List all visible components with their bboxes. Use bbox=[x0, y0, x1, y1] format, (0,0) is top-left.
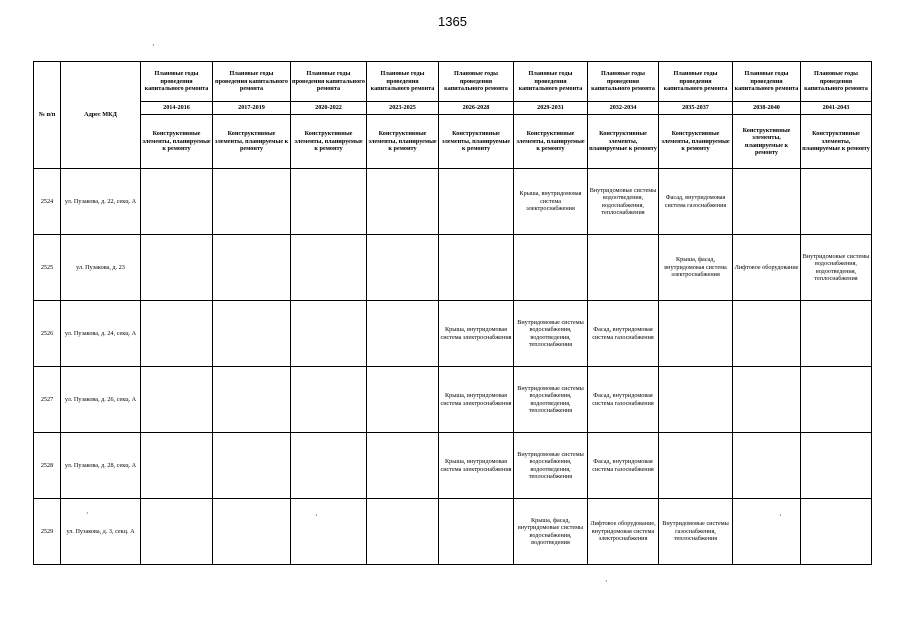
repair-cell bbox=[367, 301, 439, 367]
repair-cell bbox=[291, 433, 367, 499]
header-plan-label: Плановые годы проведения капитального ремонта bbox=[588, 62, 659, 102]
header-plan-row bbox=[34, 62, 872, 102]
repair-cell bbox=[141, 169, 213, 235]
header-period: 2035-2037 bbox=[659, 102, 733, 115]
repair-cell: Крыша, фасад, внутридомовая система электроснабжения bbox=[659, 235, 733, 301]
header-elements-label: Конструктивные элементы, планируемые к ремонту bbox=[141, 115, 213, 169]
capital-repair-table bbox=[33, 61, 872, 565]
header-elements-label: Конструктивные элементы, планируемые к ремонту bbox=[291, 115, 367, 169]
header-period: 2041-2043 bbox=[801, 102, 872, 115]
repair-cell bbox=[367, 367, 439, 433]
repair-cell bbox=[141, 499, 213, 565]
repair-cell bbox=[733, 367, 801, 433]
header-plan-label: Плановые годы проведения капитального ремонта bbox=[514, 62, 588, 102]
header-elements-label: Конструктивные элементы, планируемые к ремонту bbox=[588, 115, 659, 169]
scan-speck: · bbox=[605, 577, 608, 586]
repair-cell: Внутридомовые системы газоснабжения, теплоснабжения bbox=[659, 499, 733, 565]
table-row bbox=[34, 499, 872, 565]
repair-cell: Внутридомовые системы водоотведения, водоснабжения, теплоснабжения bbox=[588, 169, 659, 235]
repair-cell bbox=[733, 433, 801, 499]
row-address: ул. Пузакова, д. 28, секц. А bbox=[61, 433, 141, 499]
row-number: 2524 bbox=[34, 169, 61, 235]
row-number: 2527 bbox=[34, 367, 61, 433]
header-elements-label: Конструктивные элементы, планируемые к ремонту bbox=[801, 115, 872, 169]
repair-cell bbox=[439, 499, 514, 565]
row-address: ул. Пузакова, д. 3, секц. А bbox=[61, 499, 141, 565]
header-plan-label: Плановые годы проведения капитального ремонта bbox=[439, 62, 514, 102]
table-row bbox=[34, 367, 872, 433]
scan-speck: · bbox=[86, 509, 89, 518]
repair-cell bbox=[213, 235, 291, 301]
scan-speck: · bbox=[315, 511, 318, 520]
repair-cell bbox=[733, 301, 801, 367]
repair-cell bbox=[514, 235, 588, 301]
repair-cell bbox=[213, 169, 291, 235]
repair-cell bbox=[659, 301, 733, 367]
row-number: 2529 bbox=[34, 499, 61, 565]
repair-cell bbox=[291, 235, 367, 301]
repair-cell: Внутридомовые системы водоснабжения, водоотведения, теплоснабжения bbox=[514, 367, 588, 433]
repair-cell: Фасад, внутридомовая система газоснабжения bbox=[659, 169, 733, 235]
repair-cell bbox=[213, 433, 291, 499]
repair-cell bbox=[801, 367, 872, 433]
repair-cell bbox=[213, 367, 291, 433]
repair-cell bbox=[367, 235, 439, 301]
repair-cell bbox=[141, 433, 213, 499]
repair-cell bbox=[439, 235, 514, 301]
repair-cell: Внутридомовые системы водоснабжения, водоотведения, теплоснабжения bbox=[801, 235, 872, 301]
header-plan-label: Плановые годы проведения капитального ремонта bbox=[291, 62, 367, 102]
repair-cell bbox=[439, 169, 514, 235]
row-number: 2525 bbox=[34, 235, 61, 301]
repair-cell: Внутридомовые системы водоснабжения, водоотведения, теплоснабжения bbox=[514, 433, 588, 499]
repair-cell bbox=[659, 367, 733, 433]
repair-cell bbox=[801, 301, 872, 367]
repair-cell bbox=[213, 301, 291, 367]
row-number: 2526 bbox=[34, 301, 61, 367]
header-years-row bbox=[34, 102, 872, 115]
header-plan-label: Плановые годы проведения капитального ремонта bbox=[141, 62, 213, 102]
repair-cell bbox=[733, 169, 801, 235]
header-period: 2017-2019 bbox=[213, 102, 291, 115]
header-plan-label: Плановые годы проведения капитального ремонта bbox=[367, 62, 439, 102]
table-row bbox=[34, 169, 872, 235]
repair-cell bbox=[367, 433, 439, 499]
page-number: 1365 bbox=[438, 14, 467, 29]
header-plan-label: Плановые годы проведения капитального ремонта bbox=[801, 62, 872, 102]
repair-cell: Крыша, внутридомовая система электроснабжения bbox=[439, 367, 514, 433]
repair-cell: Фасад, внутридомовая система газоснабжения bbox=[588, 301, 659, 367]
row-address: ул. Пузакова, д. 22, секц. А bbox=[61, 169, 141, 235]
repair-cell bbox=[801, 169, 872, 235]
header-elements-label: Конструктивные элементы, планируемые к ремонту bbox=[213, 115, 291, 169]
repair-cell bbox=[141, 367, 213, 433]
header-elements-label: Конструктивные элементы, планируемые к ремонту bbox=[733, 115, 801, 169]
repair-cell bbox=[141, 235, 213, 301]
repair-cell bbox=[801, 499, 872, 565]
repair-cell bbox=[588, 235, 659, 301]
repair-cell bbox=[291, 499, 367, 565]
repair-cell: Крыша, внутридомовая система электроснабжения bbox=[439, 301, 514, 367]
repair-cell bbox=[733, 499, 801, 565]
header-elements-label: Конструктивные элементы, планируемые к ремонту bbox=[659, 115, 733, 169]
repair-cell: Лифтовое оборудование bbox=[733, 235, 801, 301]
header-period: 2023-2025 bbox=[367, 102, 439, 115]
scan-speck: · bbox=[779, 511, 782, 520]
header-period: 2032-2034 bbox=[588, 102, 659, 115]
repair-cell bbox=[801, 433, 872, 499]
header-period: 2029-2031 bbox=[514, 102, 588, 115]
row-address: ул. Пузакова, д. 24, секц. А bbox=[61, 301, 141, 367]
table-row bbox=[34, 433, 872, 499]
repair-cell: Фасад, внутридомовая система газоснабжения bbox=[588, 433, 659, 499]
repair-cell bbox=[291, 367, 367, 433]
scan-speck: · bbox=[152, 41, 155, 50]
repair-cell: Крыша, фасад, внутридомовые системы водоснабжения, водоотведения bbox=[514, 499, 588, 565]
table-row bbox=[34, 301, 872, 367]
row-address: ул. Пузакова, д. 26, секц. А bbox=[61, 367, 141, 433]
repair-cell bbox=[367, 169, 439, 235]
header-elements-label: Конструктивные элементы, планируемые к ремонту bbox=[439, 115, 514, 169]
repair-cell: Крыша, внутридомовая система электроснабжения bbox=[514, 169, 588, 235]
header-elements-label: Конструктивные элементы, планируемые к ремонту bbox=[514, 115, 588, 169]
header-address: Адрес МКД bbox=[61, 62, 141, 169]
repair-cell: Лифтовое оборудование, внутридомовая система электроснабжения bbox=[588, 499, 659, 565]
header-plan-label: Плановые годы проведения капитального ремонта bbox=[213, 62, 291, 102]
repair-cell: Внутридомовые системы водоснабжения, водоотведения, теплоснабжения bbox=[514, 301, 588, 367]
repair-cell bbox=[659, 433, 733, 499]
repair-cell bbox=[291, 301, 367, 367]
repair-cell bbox=[141, 301, 213, 367]
header-period: 2014-2016 bbox=[141, 102, 213, 115]
header-period: 2038-2040 bbox=[733, 102, 801, 115]
header-plan-label: Плановые годы проведения капитального ремонта bbox=[733, 62, 801, 102]
row-number: 2528 bbox=[34, 433, 61, 499]
row-address: ул. Пузакова, д. 23 bbox=[61, 235, 141, 301]
header-elements-label: Конструктивные элементы, планируемые к ремонту bbox=[367, 115, 439, 169]
header-elements-row bbox=[34, 115, 872, 169]
header-period: 2020-2022 bbox=[291, 102, 367, 115]
repair-cell bbox=[213, 499, 291, 565]
header-num: № п/п bbox=[34, 62, 61, 169]
repair-cell: Фасад, внутридомовая система газоснабжения bbox=[588, 367, 659, 433]
repair-cell bbox=[367, 499, 439, 565]
repair-cell bbox=[291, 169, 367, 235]
repair-cell: Крыша, внутридомовая система электроснабжения bbox=[439, 433, 514, 499]
header-plan-label: Плановые годы проведения капитального ремонта bbox=[659, 62, 733, 102]
table-row bbox=[34, 235, 872, 301]
header-period: 2026-2028 bbox=[439, 102, 514, 115]
